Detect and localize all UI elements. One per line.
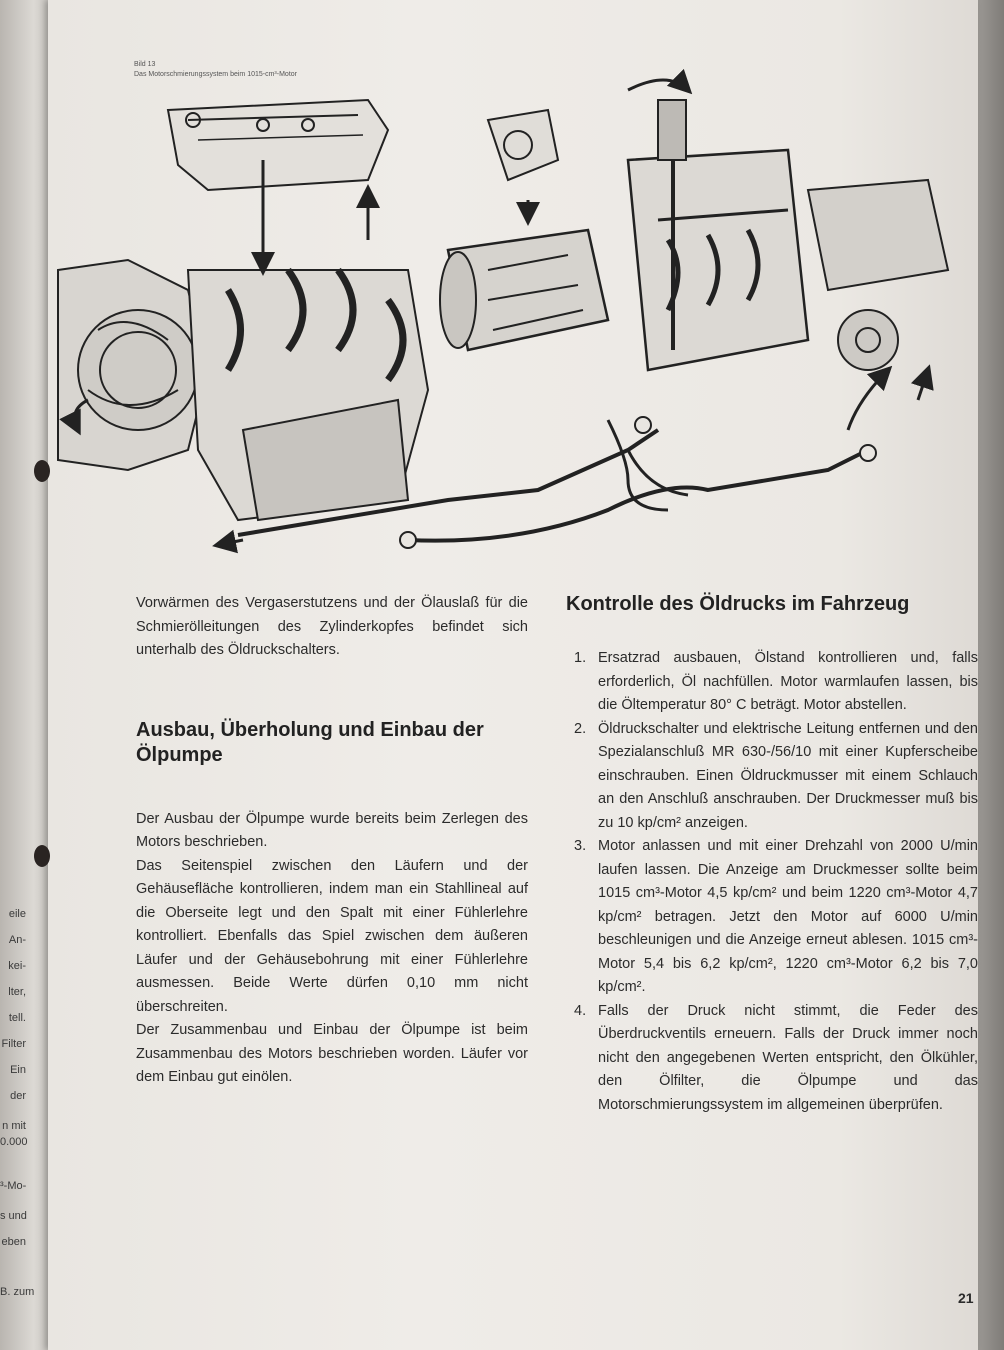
fragment-text: Ein [10, 1064, 26, 1076]
step-text: Motor anlassen und mit einer Drehzahl von 2000 U/min laufen lassen. Die Anzeige am Druckmesser sollte beim 1015 cm³-Motor 4,5 kp/cm² und beim 1220 cm³-Motor 4,7 kp/cm² betragen. Jetzt den Motor auf 6000 U/min beschleunigen und die Anzeige erneut ablesen. 1015 cm³-Motor 5,4 bis 6,2 kp/cm², 1220 cm³-Motor 6,2 bis 7,0 kp/cm². [598, 838, 978, 995]
fragment-text: der [10, 1090, 26, 1102]
book-edge [978, 0, 1004, 1350]
step-text: Falls der Druck nicht stimmt, die Feder des Überdruckventils erneuern. Falls der Druck immer noch nicht den angegebenen Werten entspricht, den Ölkühler, den Ölfilter, die Ölpumpe und das Motorschmierungssystem im allgemeinen überprüfen. [598, 1002, 978, 1113]
page-number: 21 [958, 1290, 974, 1306]
list-item [566, 647, 978, 718]
fragment-text: lter, [8, 986, 26, 998]
fragment-text: eben [1, 1236, 26, 1248]
list-item [566, 835, 978, 1000]
list-item [566, 718, 978, 836]
step-text: Ersatzrad ausbauen, Ölstand kontrollieren und, falls erforderlich, Öl nachfüllen. Motor warmlaufen lassen, bis die Öltemperatur 80° C beträgt. Motor abstellen. [598, 650, 978, 713]
intro-paragraph: Vorwärmen des Vergaserstutzens und der Ölauslaß für die Schmierölleitungen des Zylinderkopfes befindet sich unterhalb des Öldruckschalters. [136, 595, 528, 658]
step-number: 3. [574, 838, 587, 854]
fragment-text: kei- [8, 960, 26, 972]
fragment-text: n mit [2, 1120, 26, 1132]
left-column [136, 592, 528, 1090]
paragraph: Das Seitenspiel zwischen den Läufern und der Gehäusefläche kontrollieren, indem man ein Stahllineal auf die Oberseite legt und den Spalt mit einer Fühlerlehre kontrolliert. Ebenfalls das Spiel zwischen dem äußeren Läufer und der Gehäusebohrung mit einer Fühlerlehre ausmessen. Beide Werte dürfen 0,10 mm nicht überschreiten. [136, 857, 528, 1015]
fragment-text: tell. [8, 1012, 26, 1024]
document-page [48, 0, 978, 1350]
fragment-text: An- [8, 934, 26, 946]
caption-text: Das Motorschmierungssystem beim 1015-cm³-Motor [134, 71, 297, 78]
engine-lubrication-illustration [68, 70, 948, 580]
section-heading-oil-pump: Ausbau, Überholung und Einbau der Ölpumpe [136, 718, 484, 766]
paragraph: Der Zusammenbau und Einbau der Ölpumpe ist beim Zusammenbau des Motors beschrieben worden. Läufer vor dem Einbau gut einölen. [136, 1022, 528, 1085]
step-number: 1. [574, 650, 587, 666]
step-text: Öldruckschalter und elektrische Leitung entfernen und den Spezialanschluß MR 630-/56/10 mit einer Kupferscheibe einschrauben. Einen Öldruckmusser mit einem Schlauch an den Anschluß anschrauben. Der Druckmesser muß bis zu 10 kp/cm² anzeigen. [598, 720, 978, 831]
fragment-text: Filter [1, 1038, 26, 1050]
step-number: 2. [574, 720, 587, 737]
punch-hole [34, 460, 50, 482]
fragment-text: ³-Mo- [0, 1180, 27, 1192]
caption-label: Bild 13 [134, 61, 156, 68]
list-item [566, 1000, 978, 1118]
fragment-text: s und [0, 1210, 27, 1222]
punch-hole [34, 845, 50, 867]
fragment-text: eile [8, 908, 26, 920]
fragment-text: B. zum [0, 1286, 35, 1298]
section-heading-oil-pressure: Kontrolle des Öldrucks im Fahrzeug [566, 593, 910, 615]
right-column [566, 592, 978, 1117]
fragment-text: 0.000 [0, 1136, 28, 1148]
paragraph: Der Ausbau der Ölpumpe wurde bereits beim Zerlegen des Motors beschrieben. [136, 810, 528, 850]
procedure-list [566, 647, 978, 1117]
step-number: 4. [574, 1002, 587, 1019]
adjacent-page-edge [0, 0, 48, 1350]
